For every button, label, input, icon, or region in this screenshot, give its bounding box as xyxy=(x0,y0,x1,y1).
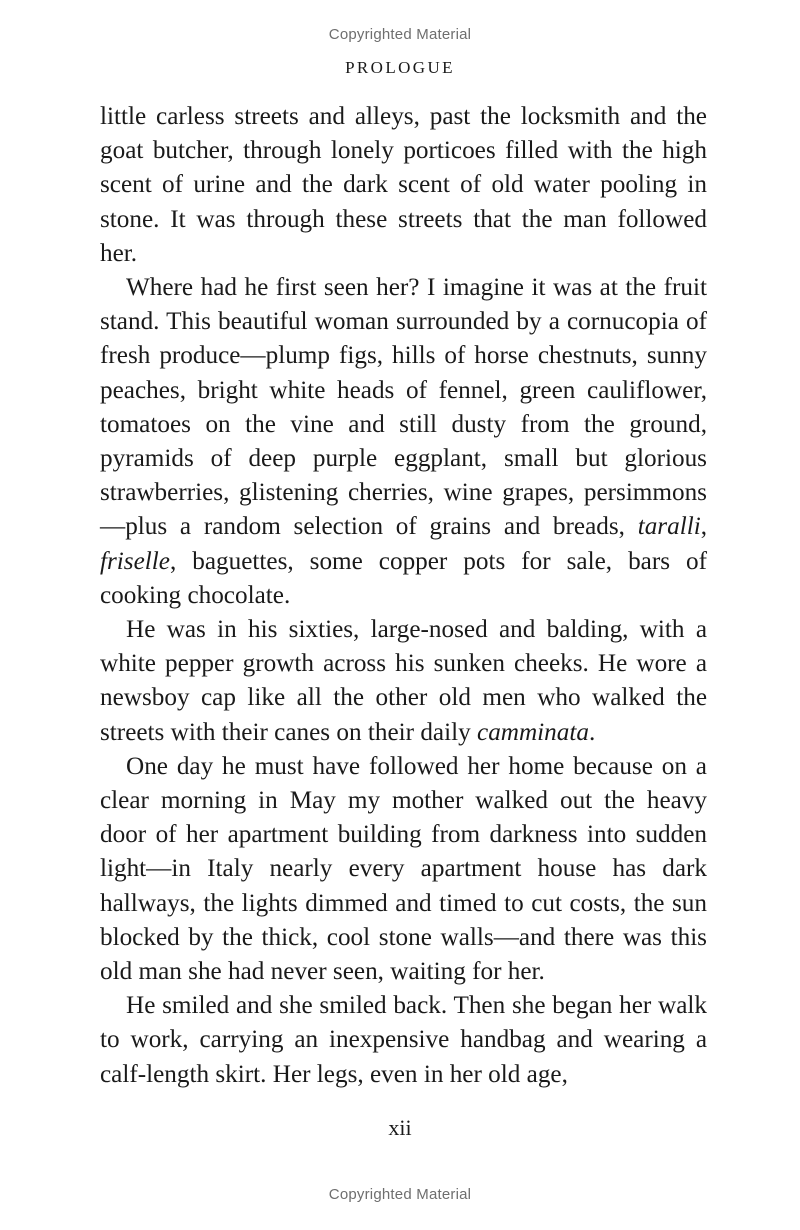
italic-term-camminata: camminata xyxy=(477,718,589,746)
page-body xyxy=(100,100,707,1092)
copyright-watermark-top: Copyrighted Material xyxy=(328,26,472,43)
paragraph-3 xyxy=(100,613,707,750)
italic-term-taralli: taralli xyxy=(637,513,701,541)
running-head: PROLOGUE xyxy=(345,58,455,77)
paragraph-2-separator: , xyxy=(700,513,707,541)
paragraph-2 xyxy=(100,271,707,613)
paragraph-1: little carless streets and alleys, past the locksmith and the goat butcher, through lonely porticoes filled with the high scent of urine and the dark scent of old water pooling in stone. It was through these streets that the man followed her. xyxy=(100,103,707,267)
page-number: xii xyxy=(388,1115,412,1140)
paragraph-2-text-b: , baguettes, some copper pots for sale, bars of cooking chocolate. xyxy=(100,547,707,609)
italic-term-friselle: friselle xyxy=(100,547,170,575)
paragraph-3-text-b: . xyxy=(588,718,596,746)
paragraph-5: He smiled and she smiled back. Then she began her walk to work, carrying an inexpensive handbag and wearing a calf-length skirt. Her legs, even in her old age, xyxy=(100,992,707,1088)
paragraph-2-text-a: Where had he first seen her? I imagine it was at the fruit stand. This beautiful woman surrounded by a cornucopia of fresh produce—plump figs, hills of horse chestnuts, sunny peaches, bright white heads of fennel, green cauliflower, tomatoes on the vine and still dusty from the ground, pyramids of deep purple eggplant, small but glorious strawberries, glistening cherries, wine grapes, persimmons—plus a random selection of grains and breads, xyxy=(100,274,707,541)
paragraph-4: One day he must have followed her home because on a clear morning in May my mother walked out the heavy door of her apartment building from darkness into sudden light—in Italy nearly every apartment house has dark hallways, the lights dimmed and timed to cut costs, the sun blocked by the thick, cool stone walls—and there was this old man she had never seen, waiting for her. xyxy=(100,752,707,986)
copyright-watermark-bottom: Copyrighted Material xyxy=(328,1186,472,1203)
paragraph-3-text-a: He was in his sixties, large-nosed and balding, with a white pepper growth across his sunken cheeks. He wore a newsboy cap like all the other old men who walked the streets with their canes on their daily xyxy=(100,616,707,746)
